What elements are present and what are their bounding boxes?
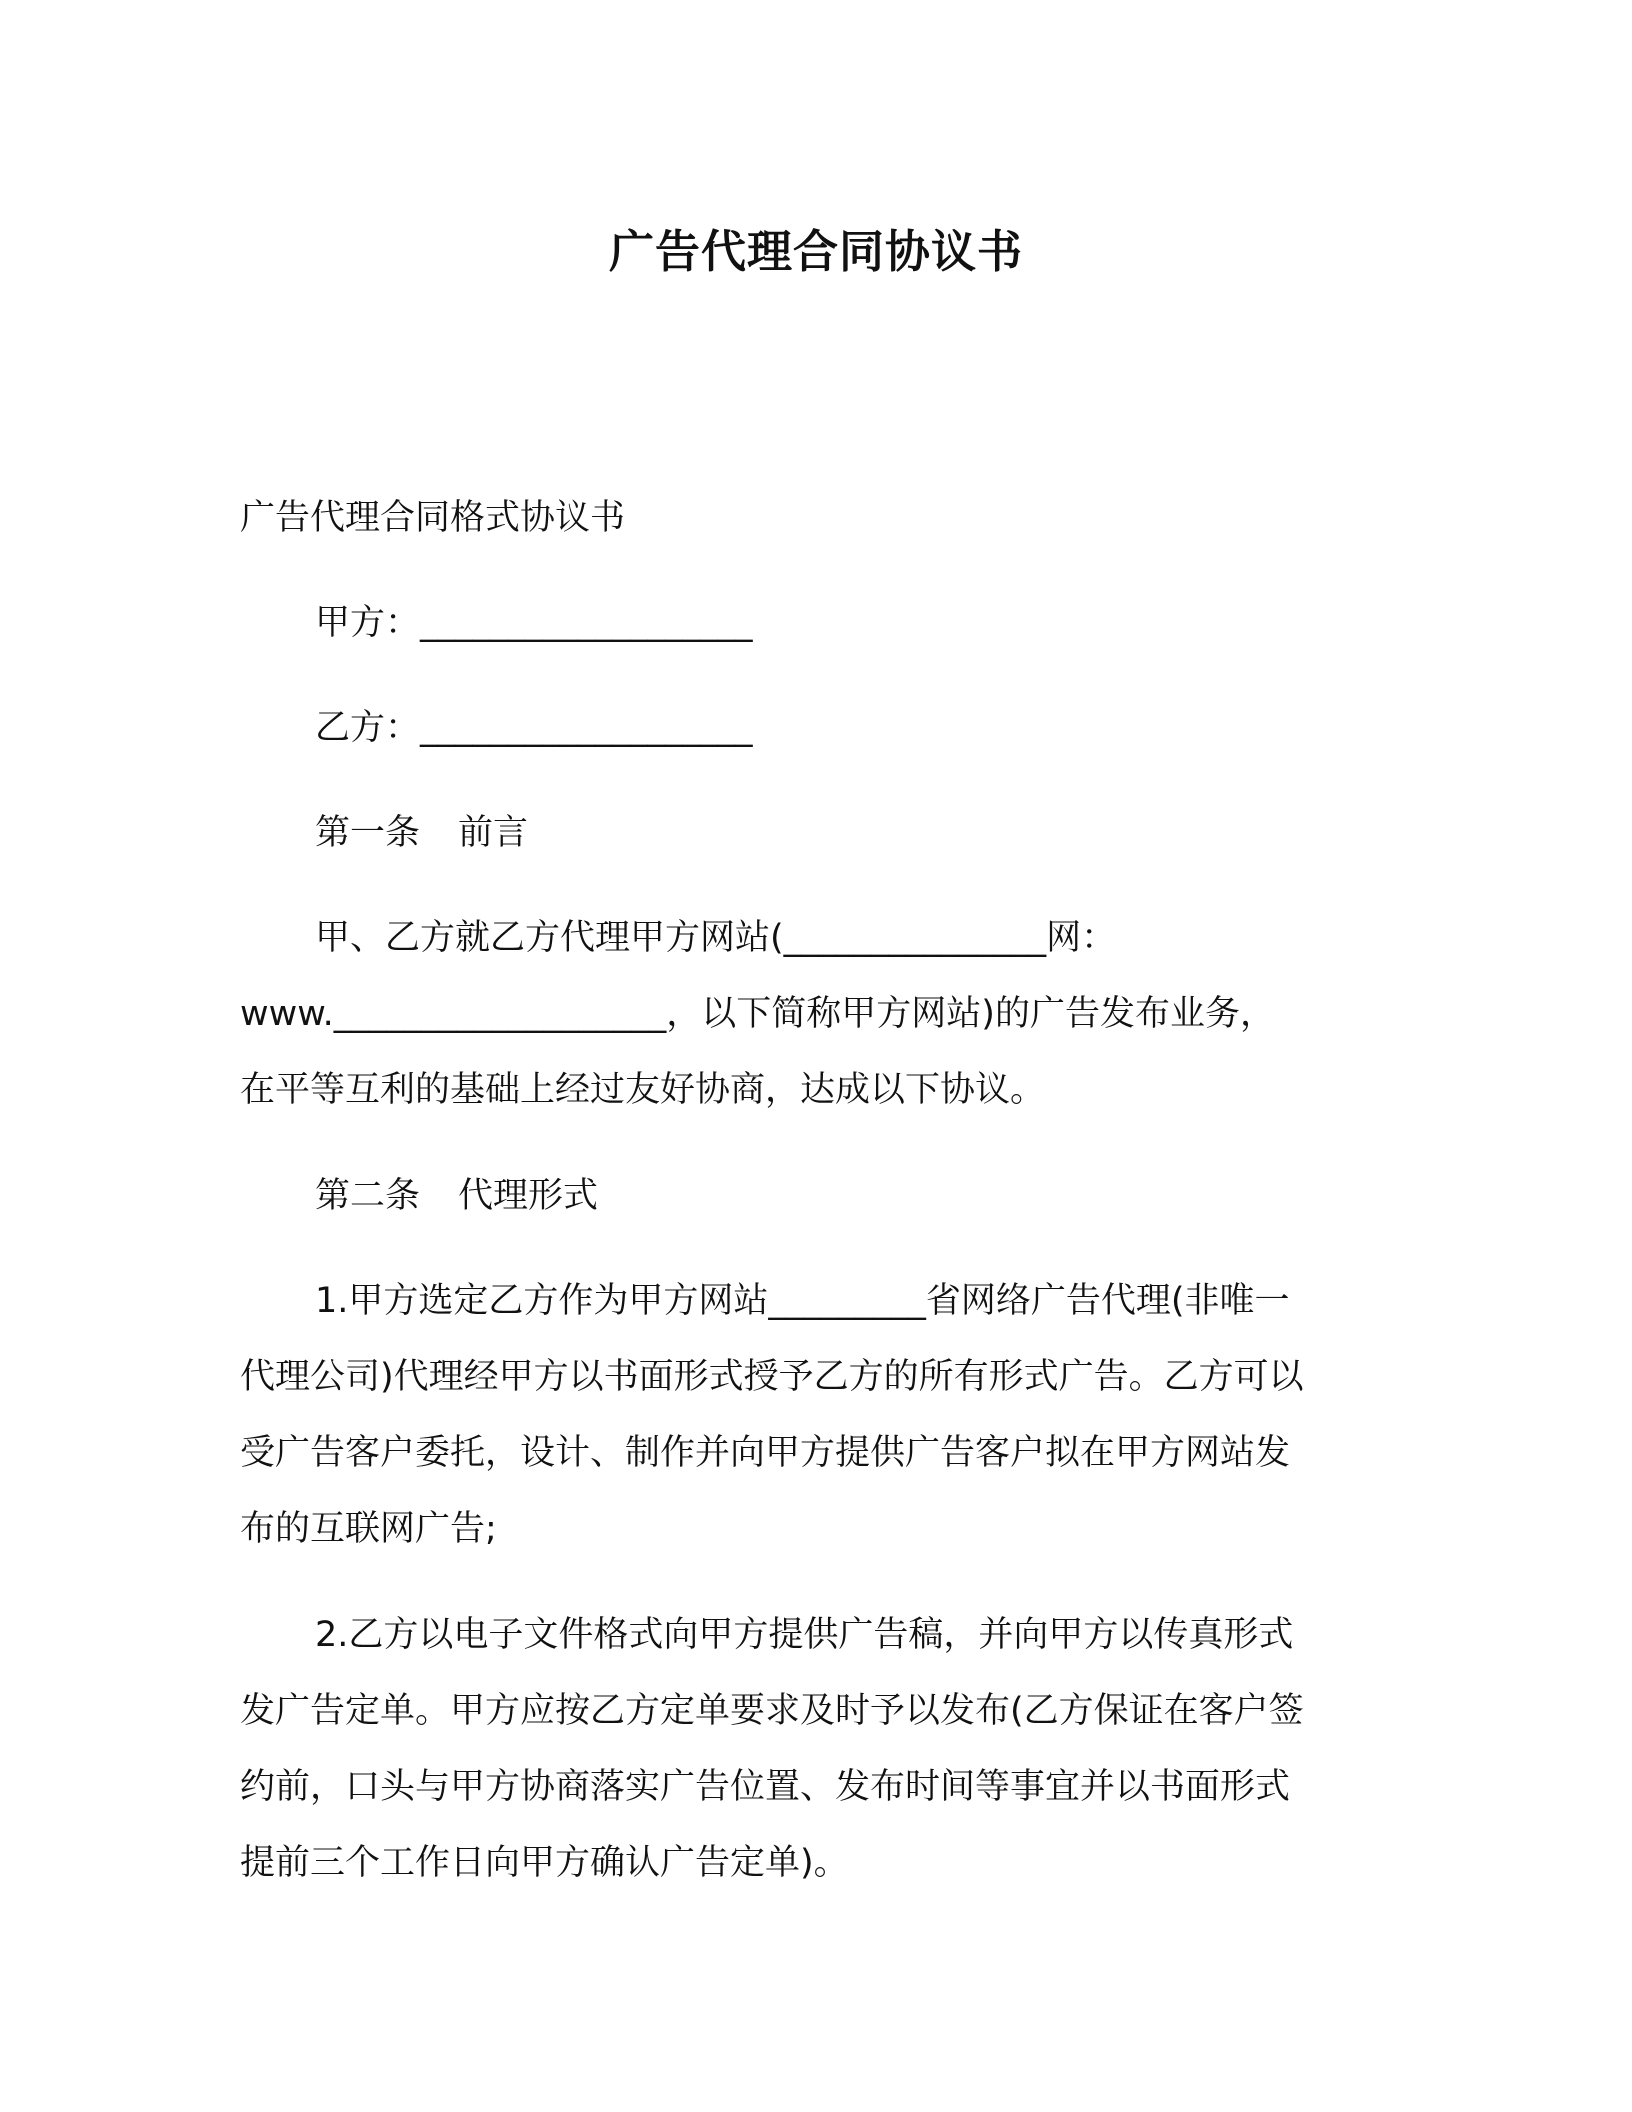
article-2-item-2-line: 提前三个工作日向甲方确认广告定单)。 xyxy=(240,1843,849,1883)
document-subtitle: 广告代理合同格式协议书 xyxy=(240,498,626,538)
article-2-item-1-line: 代理公司)代理经甲方以书面形式授予乙方的所有形式广告。乙方可以 xyxy=(240,1357,1304,1397)
article-2-item-2-line: 发广告定单。甲方应按乙方定单要求及时予以发布(乙方保证在客户签 xyxy=(240,1691,1304,1731)
article-2-item-1-line: 布的互联网广告; xyxy=(240,1509,497,1549)
article-2-title: 代理形式 xyxy=(458,1176,599,1216)
article-2-heading xyxy=(315,1158,1390,1234)
article-2-item-1-line: 受广告客户委托，设计、制作并向甲方提供广告客户拟在甲方网站发 xyxy=(240,1433,1291,1473)
article-2-item-2-line: 约前，口头与甲方协商落实广告位置、发布时间等事宜并以书面形式 xyxy=(240,1767,1291,1807)
article-1-line: 甲、乙方就乙方代理甲方网站(_______________网： xyxy=(315,918,1117,958)
article-2-item-2-line: 2.乙方以电子文件格式向甲方提供广告稿，并向甲方以传真形式 xyxy=(315,1615,1294,1655)
party-b-line: 乙方：___________________ xyxy=(315,708,753,748)
document-title: 广告代理合同协议书 xyxy=(608,225,1023,278)
party-a-line: 甲方：___________________ xyxy=(315,603,753,643)
article-1-line: www.___________________，以下简称甲方网站)的广告发布业务， xyxy=(240,994,1275,1034)
article-1-title: 前言 xyxy=(458,813,529,853)
article-1-heading xyxy=(315,795,1390,871)
article-1-line: 在平等互利的基础上经过友好协商，达成以下协议。 xyxy=(240,1070,1046,1110)
article-2-item-1-line: 1.甲方选定乙方作为甲方网站_________省网络广告代理(非唯一 xyxy=(315,1281,1290,1321)
article-2-number: 第二条 xyxy=(315,1176,421,1216)
article-1-number: 第一条 xyxy=(315,813,421,853)
